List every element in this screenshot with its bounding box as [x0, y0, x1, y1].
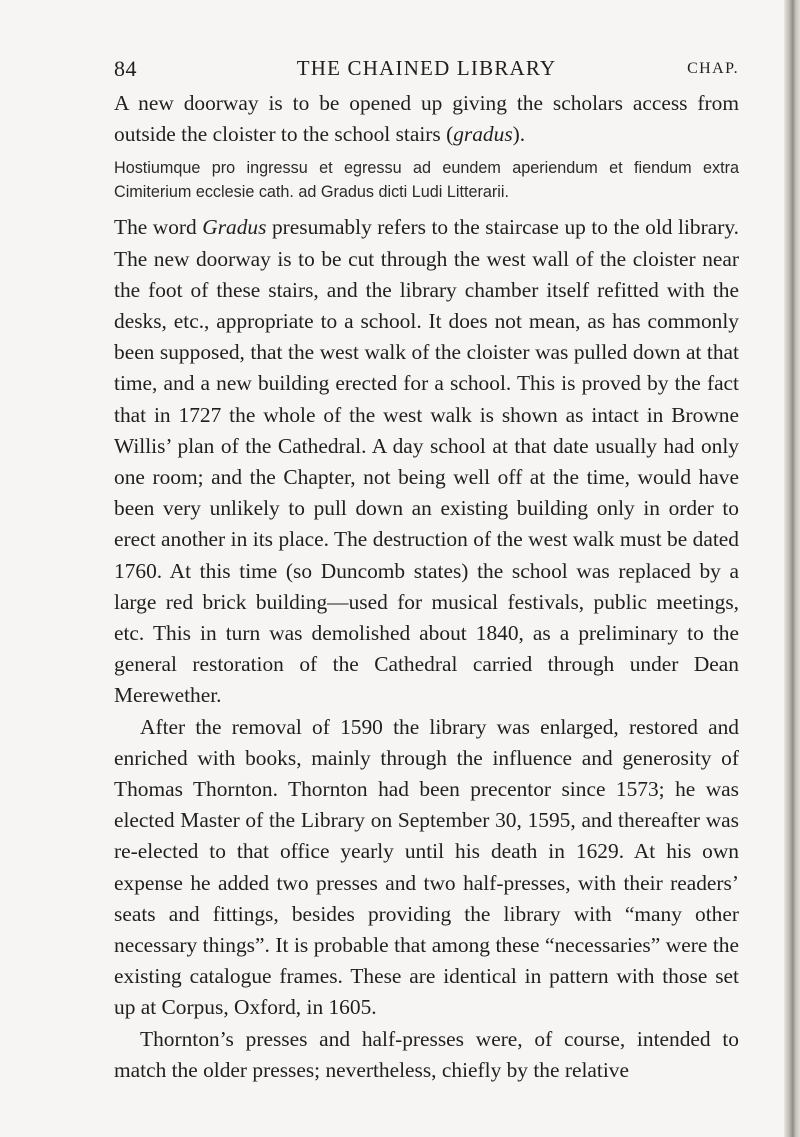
paragraph-doorway: [114, 88, 739, 150]
paragraph-text: Thornton’s presses and half-presses were, of course, intended to match the older presses; nevertheless, chiefly by the relative: [114, 1026, 739, 1082]
chapter-label: CHAP.: [687, 60, 739, 77]
italic-gradus: gradus: [453, 122, 513, 147]
paragraph-thornton: [114, 712, 739, 1024]
paragraph-text: presumably refers to the staircase up to the old library. The new doorway is to be cut through the west wall of the cloister near the foot of these stairs, and the library chamber itself refitted with the desks, etc., appropriate to a school. It does not mean, as has commonly been supposed, that the west walk of the cloister was pulled down at that time, and a new building erected for a school. This is proved by the fact that in 1727 the whole of the west walk is shown as intact in Browne Willis’ plan of the Cathedral. A day school at that date usually had only one room; and the Chapter, not being well off at the time, would have been very unlikely to pull down an existing building only in order to erect another in its place. The destruction of the west walk must be dated 1760. At this time (so Duncomb states) the school was replaced by a large red brick building—used for musical festivals, public meetings, etc. This in turn was demolished about 1840, as a preliminary to the general restoration of the Cathedral carried through under Dean Merewether.: [114, 215, 739, 708]
latin-quotation: Hostiumque pro ingressu et egressu ad eundem aperiendum et fiendum extra Cimiterium ecclesie cath. ad Gradus dicti Ludi Litterarii.: [114, 159, 739, 202]
running-title: THE CHAINED LIBRARY: [296, 56, 557, 80]
page-number: 84: [114, 56, 137, 81]
paragraph-text: ).: [512, 122, 526, 147]
body-text: [114, 88, 739, 1086]
paragraph-presses: [114, 1024, 739, 1086]
paragraph-text: The word: [114, 215, 203, 240]
page-edge-shadow: [784, 0, 800, 1137]
italic-gradus: Gradus: [202, 215, 267, 240]
paragraph-text: After the removal of 1590 the library was enlarged, restored and enriched with books, mainly through the influence and generosity of Thomas Thornton. Thornton had been precentor since 1573; he was elected Master of the Library on September 30, 1595, and thereafter was re-elected to that office yearly until his death in 1629. At his own expense he added two presses and two half-presses, with their readers’ seats and fittings, besides providing the library with “many other necessary things”. It is probable that among these “necessaries” were the existing catalogue frames. These are identical in pattern with those set up at Corpus, Oxford, in 1605.: [114, 714, 739, 1020]
paragraph-text: A new doorway is to be opened up giving the scholars access from outside the cloister to the school stairs (: [114, 91, 739, 147]
page-header: [114, 56, 739, 84]
paragraph-gradus: [114, 212, 739, 711]
